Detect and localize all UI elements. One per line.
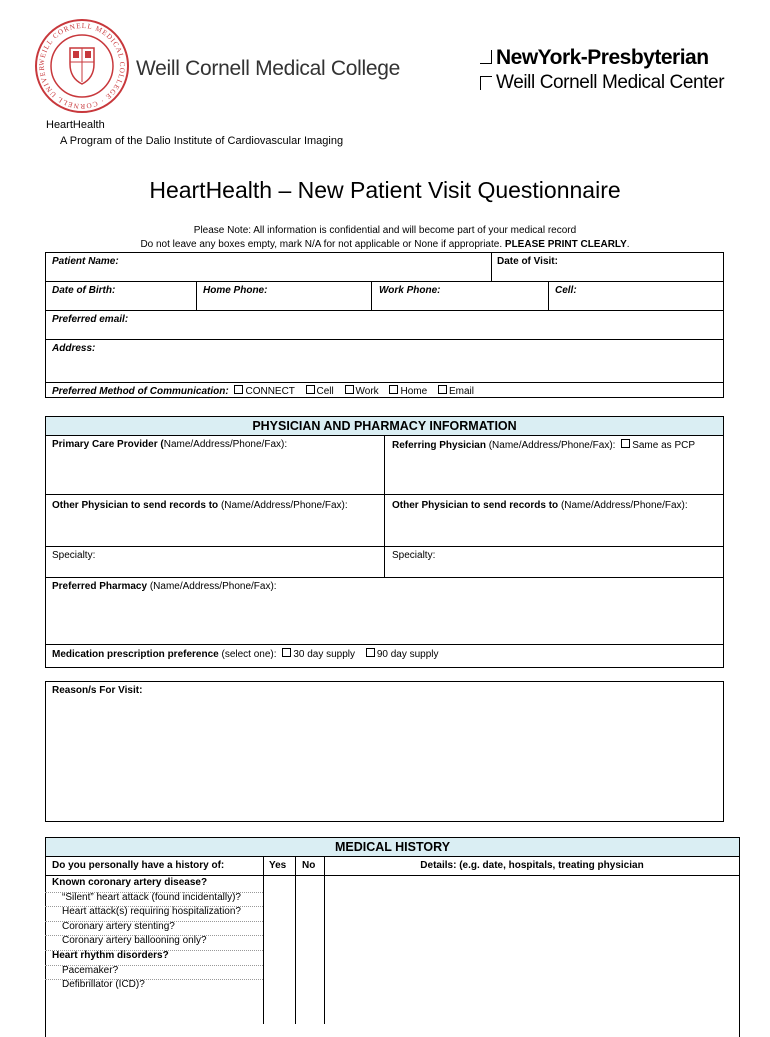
history-yes-cell[interactable]	[264, 906, 295, 921]
medical-history-header: MEDICAL HISTORY	[46, 838, 739, 857]
hospital-name-line2: Weill Cornell Medical Center	[496, 72, 725, 93]
pcp-label-detail: Name/Address/Phone/Fax):	[163, 439, 288, 450]
history-yes-cell[interactable]	[264, 979, 295, 994]
history-no-cell[interactable]	[296, 965, 324, 980]
history-yes-cell[interactable]	[264, 921, 295, 936]
address-field[interactable]: Address:	[52, 343, 96, 354]
other-physician-left-field[interactable]	[52, 500, 348, 511]
cell-field[interactable]: Cell:	[555, 285, 577, 296]
pcp-label: Primary Care Provider (	[52, 439, 164, 450]
history-row-question: Known coronary artery disease?	[52, 877, 208, 888]
other-physician-left-detail: (Name/Address/Phone/Fax):	[220, 500, 348, 511]
work-option: Work	[355, 386, 379, 397]
history-no-cell[interactable]	[296, 921, 324, 936]
reason-for-visit-label: Reason/s For Visit:	[52, 685, 143, 696]
physician-section-header: PHYSICIAN AND PHARMACY INFORMATION	[46, 417, 723, 436]
history-row-question: Heart rhythm disorders?	[52, 950, 169, 961]
history-no-cell[interactable]	[296, 935, 324, 950]
home-phone-field[interactable]: Home Phone:	[203, 285, 268, 296]
other-physician-right-detail: (Name/Address/Phone/Fax):	[560, 500, 688, 511]
date-of-birth-field[interactable]: Date of Birth:	[52, 285, 116, 296]
same-as-pcp-checkbox[interactable]	[621, 439, 630, 448]
other-physician-right-field[interactable]	[392, 500, 688, 511]
preferred-email-field[interactable]: Preferred email:	[52, 314, 129, 325]
preferred-pharmacy-field[interactable]	[52, 581, 277, 592]
other-physician-left-label: Other Physician to send records to	[52, 500, 219, 511]
history-no-cell[interactable]	[296, 892, 324, 907]
history-details-cell[interactable]	[325, 965, 740, 980]
email-checkbox[interactable]	[438, 385, 447, 394]
connect-option: CONNECT	[245, 386, 295, 397]
instructions-text: Do not leave any boxes empty, mark N/A for not applicable or None if appropriate.	[140, 239, 503, 250]
pharmacy-label: Preferred Pharmacy	[52, 581, 148, 592]
referring-physician-field[interactable]	[392, 439, 695, 451]
history-row-question: Coronary artery ballooning only?	[62, 935, 207, 947]
primary-care-field[interactable]	[52, 439, 287, 450]
history-details-column: Details: (e.g. date, hospitals, treating physician	[420, 860, 644, 871]
history-no-column: No	[302, 860, 316, 871]
history-yes-cell[interactable]	[264, 935, 295, 950]
cell-option: Cell	[316, 386, 334, 397]
program-subtitle: A Program of the Dalio Institute of Cardiovascular Imaging	[60, 135, 344, 147]
history-row-question: Coronary artery stenting?	[62, 920, 175, 932]
reason-for-visit-box[interactable]	[45, 681, 724, 822]
history-no-cell[interactable]	[296, 950, 324, 965]
connect-checkbox[interactable]	[234, 385, 243, 394]
home-checkbox[interactable]	[389, 385, 398, 394]
history-details-cell[interactable]	[325, 877, 740, 892]
other-physician-right-label: Other Physician to send records to	[392, 500, 559, 511]
specialty-left-field[interactable]: Specialty:	[52, 550, 96, 561]
program-name: HeartHealth	[46, 119, 105, 131]
patient-name-field[interactable]: Patient Name:	[52, 256, 119, 267]
instructions-note: Do not leave any boxes empty, mark N/A for not applicable or None if appropriate. PLEASE PRINT CLEARLY.	[140, 239, 630, 250]
same-as-pcp-label: Same as PCP	[632, 440, 696, 451]
history-yes-cell[interactable]	[264, 950, 295, 965]
nyp-bracket-top-icon	[480, 50, 492, 64]
history-row-question: Pacemaker?	[62, 964, 119, 976]
home-option: Home	[400, 386, 428, 397]
history-question-column: Do you personally have a history of:	[52, 860, 225, 871]
svg-text:WEILL CORNELL MEDICAL COLLEGE: WEILL CORNELL MEDICAL COLLEGE · CORNELL UNIVER	[37, 21, 127, 111]
history-no-cell[interactable]	[296, 979, 324, 994]
history-row-question: Heart attack(s) requiring hospitalization?	[62, 906, 241, 918]
work-phone-field[interactable]: Work Phone:	[379, 285, 441, 296]
college-name: Weill Cornell Medical College	[136, 57, 401, 80]
medication-preference-row	[52, 648, 439, 660]
medication-label-detail: (select one):	[221, 649, 277, 660]
history-row-question: “Silent” heart attack (found incidentally)?	[62, 891, 241, 903]
history-no-cell[interactable]	[296, 877, 324, 892]
patient-info-box	[45, 252, 724, 398]
history-details-cell[interactable]	[325, 921, 740, 936]
history-details-cell[interactable]	[325, 892, 740, 907]
hospital-name-line1: NewYork-Presbyterian	[496, 46, 709, 69]
medication-label: Medication prescription preference	[52, 649, 219, 660]
confidential-note: Please Note: All information is confidential and will become part of your medical record	[193, 225, 577, 236]
email-option: Email	[448, 386, 474, 397]
communication-label: Preferred Method of Communication:	[52, 386, 229, 397]
history-yes-cell[interactable]	[264, 965, 295, 980]
90-day-label: 90 day supply	[376, 649, 439, 660]
30-day-label: 30 day supply	[293, 649, 356, 660]
30-day-checkbox[interactable]	[282, 648, 291, 657]
history-details-cell[interactable]	[325, 979, 740, 994]
history-yes-column: Yes	[269, 860, 287, 871]
referring-label: Referring Physician	[392, 440, 486, 451]
history-row-question: Defibrillator (ICD)?	[62, 979, 145, 991]
page-title: HeartHealth – New Patient Visit Questionnaire	[149, 177, 621, 203]
communication-row	[52, 385, 474, 397]
print-clearly-text: PLEASE PRINT CLEARLY	[504, 239, 627, 250]
nyp-bracket-bottom-icon	[480, 76, 492, 90]
history-yes-cell[interactable]	[264, 877, 295, 892]
cell-checkbox[interactable]	[306, 385, 315, 394]
referring-label-detail: (Name/Address/Phone/Fax):	[488, 440, 616, 451]
history-details-cell[interactable]	[325, 935, 740, 950]
history-details-cell[interactable]	[325, 906, 740, 921]
date-of-visit-field[interactable]: Date of Visit:	[497, 256, 558, 267]
history-details-cell[interactable]	[325, 950, 740, 965]
specialty-right-field[interactable]: Specialty:	[392, 550, 436, 561]
90-day-checkbox[interactable]	[366, 648, 375, 657]
college-seal	[34, 18, 130, 114]
history-yes-cell[interactable]	[264, 892, 295, 907]
work-checkbox[interactable]	[345, 385, 354, 394]
pharmacy-label-detail: (Name/Address/Phone/Fax):	[149, 581, 277, 592]
history-no-cell[interactable]	[296, 906, 324, 921]
